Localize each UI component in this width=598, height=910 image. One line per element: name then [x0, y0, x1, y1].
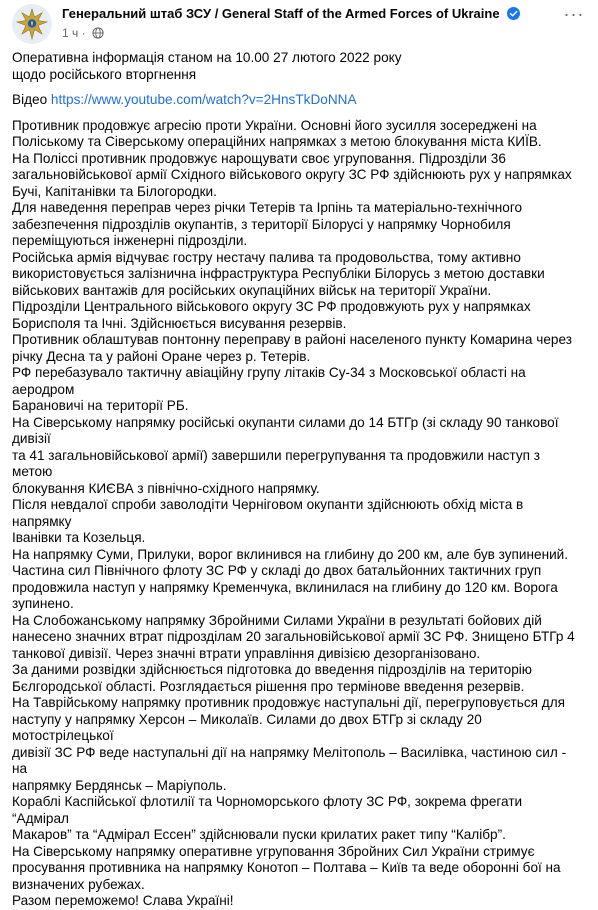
body-line: На Поліссі противник продовжує нарощувати своє угруповання. Підрозділи 36 — [12, 150, 506, 166]
body-line: На Сіверському напрямку оперативне угруповання Збройних Сил України стримує — [12, 843, 535, 859]
body-line: На Слобожанському напрямку Збройними Силами України в результаті бойових дій — [12, 612, 542, 628]
more-options-button[interactable]: ··· — [563, 4, 585, 24]
body-line: На напрямку Суми, Прилуки, ворог вклинився на глибину до 200 км, але був зупинений. — [12, 546, 569, 562]
body-line: Бучі, Капітанівки та Білогородки. — [12, 183, 217, 199]
body-line: просування противника на напрямку Конотоп – Полтава – Київ та веде оборонні бої на — [12, 860, 561, 875]
body-line: переміщуються інженерні підрозділи. — [12, 233, 248, 248]
body-line: зупинено. — [12, 596, 74, 611]
body-line: Частина сил Північного флоту ЗС РФ у складі до двох батальйонних тактичних груп — [12, 563, 542, 578]
body-line: блокування КИЄВА з північно-східного напрямку. — [12, 480, 320, 496]
body-line: напрямку Бердянськ – Маріуполь. — [12, 777, 227, 793]
body-line: Барановичі на території РБ. — [12, 398, 189, 413]
author-name-text[interactable]: Генеральний штаб ЗСУ / General Staff of the Armed Forces of Ukraine — [62, 6, 500, 21]
body-line: Противник продовжує агресію проти України. Основні його зусилля зосереджені на — [12, 117, 537, 133]
body-line: визначених рубежах. — [12, 876, 145, 892]
body-line: забезпечення підрозділів окупантів, з території Білорусі у напрямку Чорнобиля — [12, 216, 511, 232]
body-line: Кораблі Каспійської флотилії та Чорноморського флоту ЗС РФ, зокрема фрегати “Адмірал — [12, 794, 523, 826]
body-line: На Сіверському напрямку російські окупанти силами до 14 БТГр (зі складу 90 танкової дивізії — [12, 414, 559, 446]
body-line: Після невдалої спроби заволодіти Черніговом окупанти здійснюють обхід міста в напрямку — [12, 497, 524, 529]
post-text — [12, 50, 582, 910]
video-label: Відео — [12, 92, 48, 107]
body-line: На Таврійському напрямку противник продовжує наступальні дії, перегруповується для — [12, 695, 565, 710]
body-line: Бєлгородської області. Розглядається рішення про термінове введення резервів. — [12, 678, 525, 694]
body-line: використовується залізнична інфраструктура Республіки Білорусь з метою доставки — [12, 266, 545, 281]
body-line: Макаров” та “Адмірал Ессен” здійснювали пуски крилатих ракет типу “Калібр”. — [12, 827, 506, 842]
post-title — [12, 50, 582, 83]
body-line: продовжила наступ у напрямку Кременчука, вклинилася на глибину до 120 км. Ворога — [12, 579, 558, 595]
avatar[interactable] — [12, 4, 52, 44]
body-line: річку Десна та у районі Оране через р. Тетерів. — [12, 348, 311, 364]
author-name[interactable] — [62, 6, 520, 22]
body-line: Для наведення переправ через річки Тетерів та Ірпінь та матеріально-технічного — [12, 200, 523, 215]
body-line: РФ перебазувало тактичну авіаційну групу літаків Су-34 з Московської області на аеродром — [12, 365, 526, 397]
body-line: нанесено значних втрат підрозділам 20 загальновійськової армії ЗС РФ. Знищено БТГр 4 — [12, 629, 575, 644]
body-line: Поліському та Сіверському операційних напрямках з метою блокування міста КИЇВ. — [12, 134, 542, 149]
body-line: Борисполя та Ічні. Здійснюється висування резервів. — [12, 315, 347, 331]
body-line: дивізії ЗС РФ веде наступальні дії на напрямку Мелітополь – Василівка, частиною сил - на — [12, 744, 567, 776]
video-link[interactable]: https://www.youtube.com/watch?v=2HnsTkDoNNA — [50, 92, 357, 107]
video-line — [12, 92, 582, 109]
globe-icon — [92, 27, 104, 39]
title-line: Оперативна інформація станом на 10.00 27 лютого 2022 року — [12, 50, 402, 65]
body-line: та 41 загальновійськової армії) завершили перегрупування та продовжили наступ з метою — [12, 447, 541, 479]
body-line: Разом переможемо! Слава Україні! — [12, 893, 234, 908]
body-line: Противник облаштував понтонну переправу в районі населеного пункту Комарина через — [12, 332, 572, 347]
body-line: загальновійськової армії Східного військового округу ЗС РФ здійснюють рух у напрямках — [12, 167, 572, 182]
post-time[interactable]: 1 ч — [62, 26, 79, 40]
body-line: Підрозділи Центрального військового округу ЗС РФ продовжують рух у напрямках — [12, 299, 531, 314]
body-line: Російська армія відчуває гостру нестачу палива та продовольства, тому активно — [12, 249, 521, 265]
title-line: щодо російського вторгнення — [12, 66, 197, 82]
emblem-icon — [12, 4, 52, 44]
post-header — [12, 4, 586, 40]
body-line: За даними розвідки здійснюється підготовка до введення підрозділів на територію — [12, 662, 532, 677]
post-meta — [62, 26, 104, 40]
meta-separator: · — [78, 26, 89, 40]
body-line: Іванівки та Козельця. — [12, 530, 146, 545]
body-line: танкової дивізії. Через значні втрати управління дивізією дезорганізовано. — [12, 645, 481, 661]
verified-badge-icon — [507, 7, 520, 20]
post-body — [12, 118, 582, 910]
body-line: наступу у напрямку Херсон – Миколаїв. Силами до двох БТГр зі складу 20 мотострілецької — [12, 711, 482, 743]
body-line: військових вантажів для російських окупаційних військ на території України. — [12, 282, 492, 298]
